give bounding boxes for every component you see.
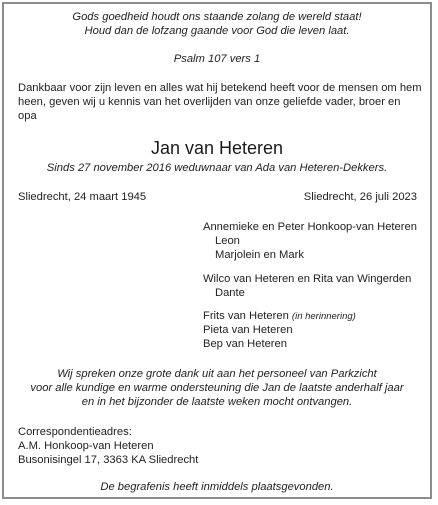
announcement-line-3: opa	[18, 110, 37, 122]
family-group-1-child-2: Marjolein en Mark	[215, 249, 304, 261]
family-group-1-child-1: Leon	[215, 235, 240, 247]
family-group-1-parents: Annemieke en Peter Honkoop-van Heteren	[203, 221, 417, 233]
announcement-line-2: heen, geven wij u kennis van het overlijden van onze geliefde vader, broer en	[18, 96, 401, 108]
opening-verse-line-1: Gods goedheid houdt ons staande zolang de wereld staat!	[72, 11, 362, 23]
thanks-line-2: voor alle kundige en warme ondersteuning die Jan de laatste anderhalf jaar	[30, 382, 404, 394]
family-group-2-parents: Wilco van Heteren en Rita van Wingerden	[203, 273, 412, 285]
obituary-card	[2, 2, 432, 499]
death-place-date: Sliedrecht, 26 juli 2023	[303, 191, 417, 203]
widower-note: Sinds 27 november 2016 weduwnaar van Ada van Heteren-Dekkers.	[46, 162, 388, 174]
birth-place-date: Sliedrecht, 24 maart 1945	[18, 191, 147, 203]
psalm-reference: Psalm 107 vers 1	[173, 53, 261, 65]
sibling-1	[203, 309, 356, 324]
family-group-2-child-1: Dante	[215, 287, 245, 299]
sibling-3: Bep van Heteren	[203, 338, 287, 350]
thanks-line-1: Wij spreken onze grote dank uit aan het personeel van Parkzicht	[57, 368, 377, 380]
thanks-line-3: en in het bijzonder de laatste weken mocht ontvangen.	[81, 396, 353, 408]
funeral-note: De begrafenis heeft inmiddels plaatsgevonden.	[100, 481, 334, 493]
correspondence-name: A.M. Honkoop-van Heteren	[18, 440, 154, 452]
correspondence-address: Busonisingel 17, 3363 KA Sliedrecht	[18, 454, 199, 466]
correspondence-label: Correspondentieadres:	[18, 426, 132, 438]
sibling-1-note: (in herinnering)	[291, 311, 356, 322]
opening-verse-line-2: Houd dan de lofzang gaande voor God die leven laat.	[84, 25, 350, 37]
sibling-2: Pieta van Heteren	[203, 324, 293, 336]
deceased-name: Jan van Heteren	[150, 138, 284, 158]
sibling-1-name: Frits van Heteren	[203, 310, 289, 322]
announcement-line-1: Dankbaar voor zijn leven en alles wat hij betekend heeft voor de mensen om hem	[18, 82, 422, 94]
